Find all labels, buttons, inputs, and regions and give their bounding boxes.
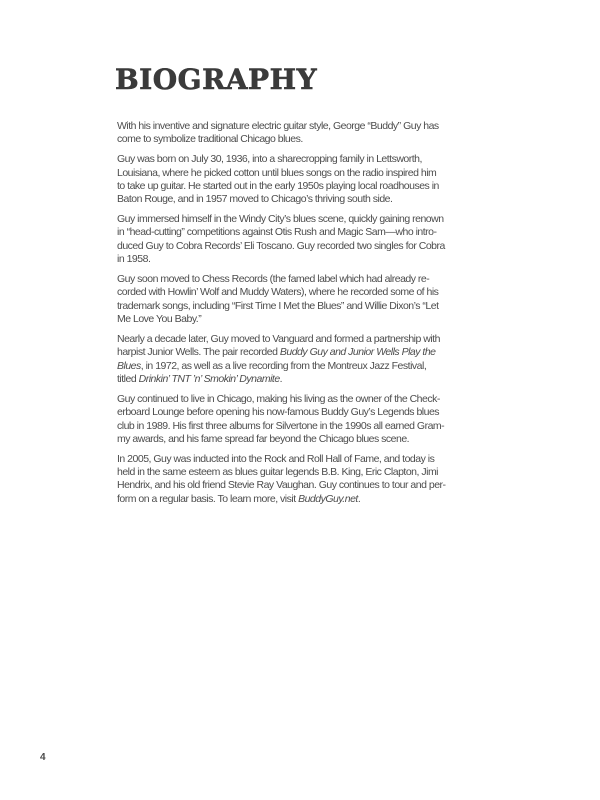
paragraph [117, 120, 473, 147]
page-number: 4 [40, 752, 46, 763]
text-segment: titled [117, 372, 139, 385]
text-segment: . [357, 492, 361, 505]
text-segment: , in 1972, as well as a live recording from the Montreux Jazz Festival, [140, 359, 427, 372]
text-segment: Nearly a decade later, Guy moved to Vanguard and formed a partnership with [117, 332, 440, 345]
italic-text-segment: Blues [117, 359, 141, 372]
text-segment: Guy soon moved to Chess Records (the famed label which had already re- [117, 273, 430, 286]
italic-text-segment: Buddy Guy and Junior Wells Play the [279, 346, 436, 359]
text-segment: Guy was born on July 30, 1936, into a sharecropping family in Lettsworth, [117, 153, 422, 166]
paragraph [117, 153, 473, 206]
text-segment: Hendrix, and his old friend Stevie Ray Vaughan. Guy continues to tour and per- [117, 479, 446, 492]
text-segment: . [279, 372, 283, 385]
text-segment: to take up guitar. He started out in the early 1950s playing local roadhouses in [117, 179, 439, 192]
page-title: BIOGRAPHY [115, 63, 318, 96]
text-segment: In 2005, Guy was inducted into the Rock and Roll Hall of Fame, and today is [117, 452, 435, 465]
text-segment: my awards, and his fame spread far beyond the Chicago blues scene. [117, 432, 410, 445]
text-segment: duced Guy to Cobra Records’ Eli Toscano. Guy recorded two singles for Cobra [117, 239, 445, 252]
paragraph [117, 213, 473, 266]
paragraph [117, 393, 473, 446]
paragraph [117, 453, 473, 506]
text-segment: Louisiana, where he picked cotton until blues songs on the radio inspired him [117, 166, 437, 179]
text-segment: harpist Junior Wells. The pair recorded [117, 346, 280, 359]
text-segment: come to symbolize traditional Chicago blues. [117, 133, 303, 146]
text-segment: Me Love You Baby.” [117, 313, 202, 326]
biography-text [117, 120, 473, 513]
paragraph [117, 333, 473, 386]
text-segment: Guy continued to live in Chicago, making his living as the owner of the Check- [117, 392, 440, 405]
text-segment: erboard Lounge before opening his now-famous Buddy Guy’s Legends blues [117, 406, 440, 419]
italic-text-segment: Drinkin’ TNT ’n’ Smokin’ Dynamite [138, 372, 280, 385]
text-segment: With his inventive and signature electric guitar style, George “Buddy” Guy has [117, 120, 439, 132]
text-segment: in “head-cutting” competitions against Otis Rush and Magic Sam—who intro- [117, 226, 437, 239]
text-segment: Baton Rouge, and in 1957 moved to Chicago’s thriving south side. [117, 193, 393, 206]
italic-text-segment: BuddyGuy.net [298, 492, 358, 505]
text-segment: Guy immersed himself in the Windy City’s blues scene, quickly gaining renown [117, 213, 444, 226]
paragraph [117, 273, 473, 326]
text-segment: corded with Howlin’ Wolf and Muddy Waters), where he recorded some of his [117, 286, 439, 299]
text-segment: trademark songs, including “First Time I Met the Blues” and Willie Dixon’s “Let [117, 299, 439, 312]
text-segment: held in the same esteem as blues guitar legends B.B. King, Eric Clapton, Jimi [117, 466, 439, 479]
text-segment: form on a regular basis. To learn more, visit [117, 492, 299, 505]
text-segment: in 1958. [117, 253, 151, 266]
text-segment: club in 1989. His first three albums for Silvertone in the 1990s all earned Gram- [117, 419, 445, 432]
